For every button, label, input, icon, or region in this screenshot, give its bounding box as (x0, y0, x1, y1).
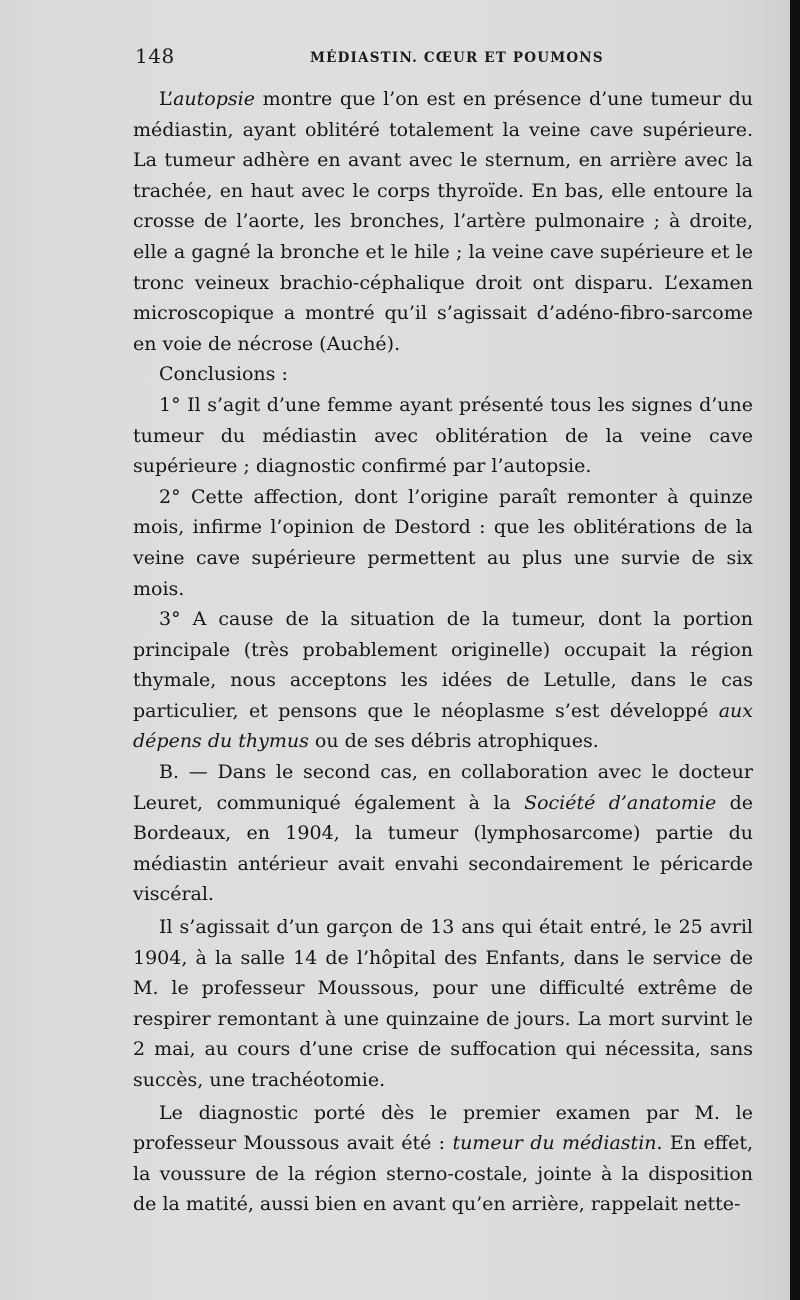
text-run: Le diagnostic porté dès le premier examen par M. le professeur Moussous avait été : (133, 1101, 753, 1155)
paragraph-diagnosis (133, 1098, 753, 1220)
page-header (135, 44, 755, 74)
paragraph-patient: Il s’agissait d’un garçon de 13 ans qui était entré, le 25 avril 1904, à la salle 14 de l’hôpital des Enfants, dans le service de M. le professeur Moussous, pour une difficulté extrême de respirer remontant à une quinzaine de jours. La mort survint le 2 mai, au cours d’une crise de suffocation qui nécessita, sans succès, une trachéotomie. (133, 916, 753, 1091)
paragraph-autopsy (133, 84, 753, 359)
text-run: ou de ses débris atrophiques. (308, 730, 599, 753)
paragraph-case-b (133, 757, 753, 910)
text-run: montre que l’on est en présence d’une tumeur du médiastin, ayant oblitéré totalement la veine cave supérieure. La tumeur adhère en avant avec le sternum, en arrière avec la trachée, en haut avec le corps thyroïde. En bas, elle entoure la crosse de l’aorte, les bronches, l’artère pulmonaire ; à droite, elle a gagné la bronche et le hile ; la veine cave supérieure et le tronc veineux brachio-céphalique droit ont disparu. L’examen microscopique a montré qu’il s’agissait d’adéno-fibro-sarcome en voie de nécrose (Auché). (133, 88, 753, 355)
paragraph-conclusion-1: 1° Il s’agit d’une femme ayant présenté tous les signes d’une tumeur du médiastin avec oblitération de la veine cave supérieure ; diagnostic confirmé par l’autopsie. (133, 393, 753, 478)
paragraph-conclusions-heading: Conclusions : (159, 363, 288, 386)
text-run: 3° A cause de la situation de la tumeur, dont la portion principale (très probablement originelle) occupait la région thymale, nous acceptons les idées de Letulle, dans le cas particulier, et pensons que le néoplasme s’est développé (133, 608, 753, 722)
text-run: B. — Dans le second cas, en collaboration avec le docteur Leuret, communiqué également à la (133, 761, 753, 814)
text-run: L’ (159, 88, 174, 110)
italic-term: Société d’anatomie (524, 791, 717, 814)
body-text (133, 84, 753, 1220)
running-title: MÉDIASTIN. CŒUR ET POUMONS (310, 50, 604, 66)
italic-term: autopsie (173, 88, 255, 110)
paragraph-conclusion-2: 2° Cette affection, dont l’origine paraît remonter à quinze mois, infirme l’opinion de Destord : que les oblitérations de la veine cave supérieure permettent au plus une survie de six mois. (133, 485, 753, 600)
page-number: 148 (135, 44, 175, 68)
italic-term: tumeur du médiastin. (452, 1132, 663, 1155)
paragraph-conclusion-3 (133, 604, 753, 757)
italic-term: aux dépens du thymus (133, 699, 753, 753)
text-run: En effet, la voussure de la région sterno-costale, jointe à la disposition de la matité, aussi bien en avant qu’en arrière, rappelait nette- (133, 1132, 754, 1216)
text-run: de Bordeaux, en 1904, la tumeur (lymphosarcome) partie du médiastin antérieur avait envahi secondairement le péricarde viscéral. (133, 791, 753, 906)
scan-edge (790, 0, 800, 1300)
